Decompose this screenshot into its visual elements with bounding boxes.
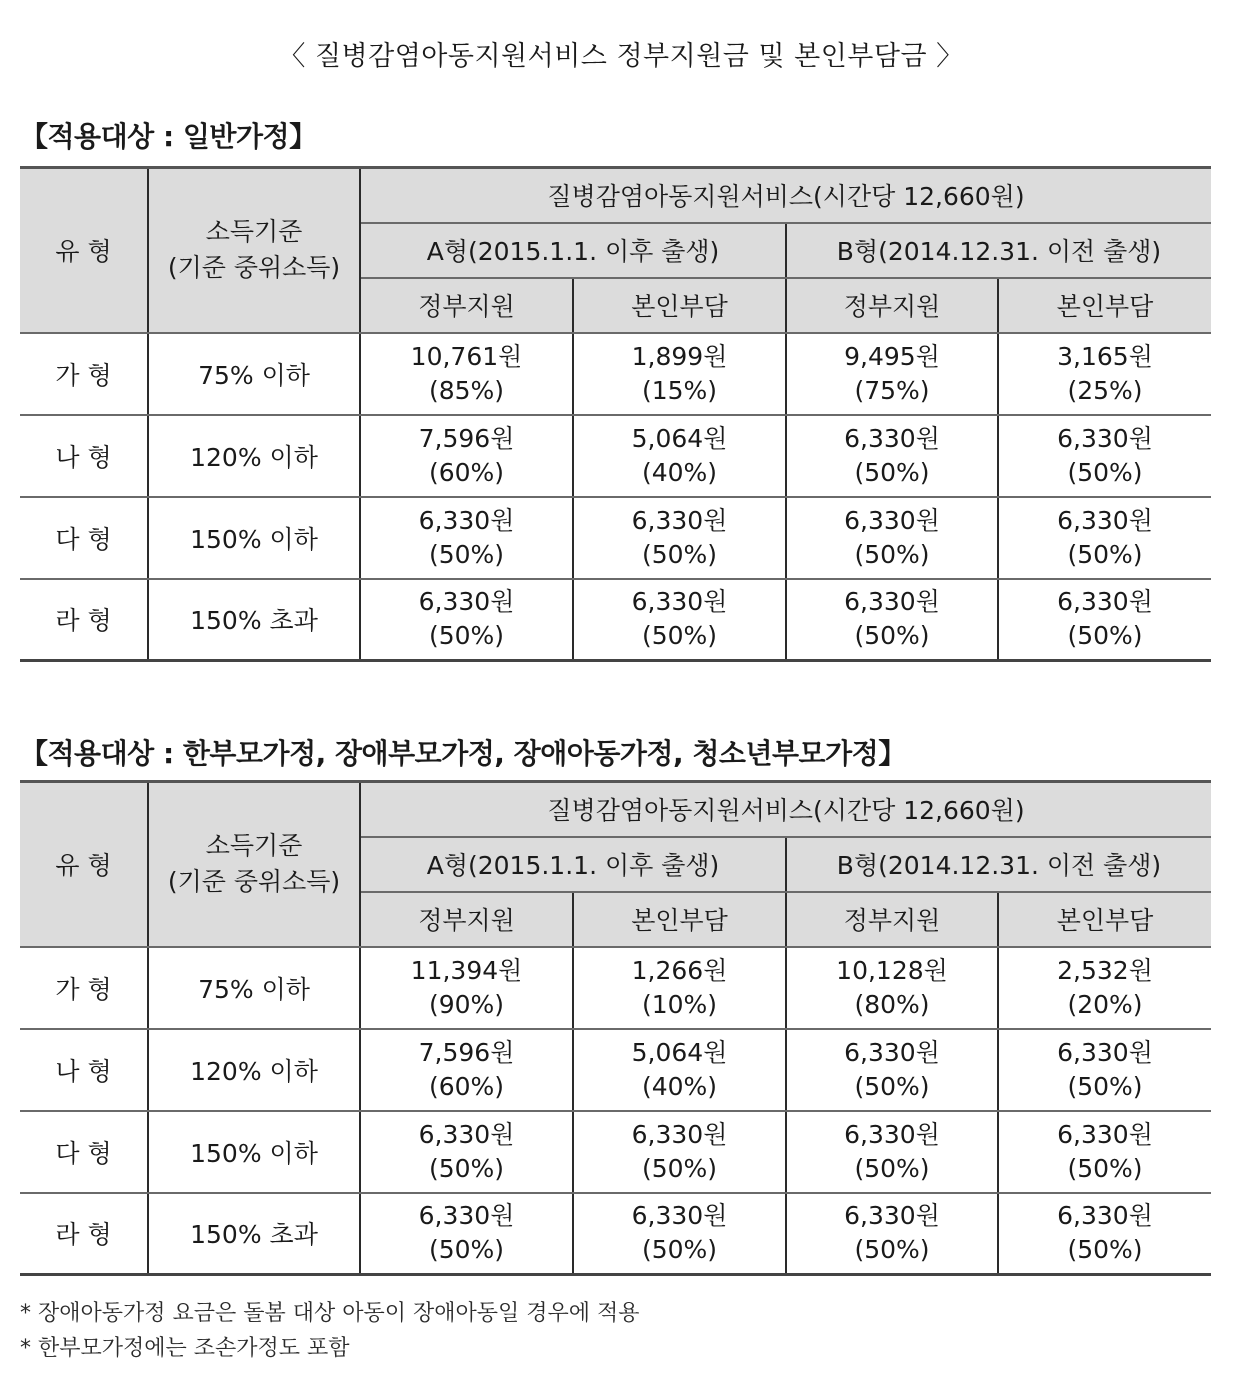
ratio-value: (50%) <box>1067 1153 1143 1183</box>
row-type: 라 형 <box>20 1193 148 1275</box>
header-type: 유 형 <box>20 782 148 947</box>
ratio-value: (25%) <box>1067 375 1143 405</box>
row-type: 가 형 <box>20 947 148 1029</box>
table-row <box>20 415 1211 497</box>
table-row <box>20 947 1211 1029</box>
section-heading-special: 【적용대상 : 한부모가정, 장애부모가정, 장애아동가정, 청소년부모가정】 <box>20 737 906 770</box>
ratio-value: (50%) <box>1067 1071 1143 1101</box>
government-support-cell <box>786 497 998 579</box>
self-payment-cell <box>573 415 786 497</box>
ratio-value: (50%) <box>854 1153 930 1183</box>
ratio-value: (90%) <box>428 989 505 1019</box>
header-self-payment: 본인부담 <box>573 892 786 947</box>
self-payment-cell <box>573 1029 786 1111</box>
row-type: 다 형 <box>20 1111 148 1193</box>
self-payment-cell <box>998 1111 1211 1193</box>
amount-value: 6,330원 <box>844 1201 940 1231</box>
ratio-value: (50%) <box>854 1071 930 1101</box>
header-government-support: 정부지원 <box>360 278 573 333</box>
row-type: 나 형 <box>20 415 148 497</box>
ratio-value: (10%) <box>641 989 718 1019</box>
self-payment-cell <box>573 579 786 661</box>
page-title: 〈 질병감염아동지원서비스 정부지원금 및 본인부담금 〉 <box>278 41 964 72</box>
ratio-value: (50%) <box>428 539 505 569</box>
government-support-cell <box>360 579 573 661</box>
self-payment-cell <box>998 333 1211 415</box>
amount-value: 6,330원 <box>418 1119 515 1149</box>
government-support-cell <box>360 1029 573 1111</box>
amount-value: 6,330원 <box>631 587 728 617</box>
amount-value: 6,330원 <box>844 587 940 617</box>
self-payment-cell <box>998 1029 1211 1111</box>
header-income-criteria: 소득기준 (기준 중위소득) <box>148 782 360 947</box>
section-heading-general: 【적용대상 : 일반가정】 <box>20 120 317 153</box>
amount-value: 6,330원 <box>1057 1119 1153 1149</box>
row-type: 다 형 <box>20 497 148 579</box>
self-payment-cell <box>573 947 786 1029</box>
government-support-cell <box>786 415 998 497</box>
footnote: * 한부모가정에는 조손가정도 포함 <box>20 1336 350 1361</box>
header-self-payment: 본인부담 <box>998 892 1211 947</box>
ratio-value: (50%) <box>428 1153 505 1183</box>
self-payment-cell <box>573 333 786 415</box>
ratio-value: (50%) <box>854 1235 930 1265</box>
government-support-cell <box>360 497 573 579</box>
table-row <box>20 1193 1211 1275</box>
amount-value: 6,330원 <box>844 423 940 453</box>
footnotes <box>20 1296 640 1366</box>
government-support-cell <box>360 1111 573 1193</box>
ratio-value: (20%) <box>1067 989 1143 1019</box>
amount-value: 5,064원 <box>631 423 728 453</box>
row-income-criteria: 150% 이하 <box>148 497 360 579</box>
amount-value: 11,394원 <box>410 955 523 985</box>
ratio-value: (60%) <box>428 1071 505 1101</box>
government-support-cell <box>786 579 998 661</box>
amount-value: 6,330원 <box>844 1037 940 1067</box>
ratio-value: (50%) <box>641 621 718 651</box>
self-payment-cell <box>573 1111 786 1193</box>
amount-value: 10,128원 <box>836 955 948 985</box>
ratio-value: (50%) <box>1067 621 1143 651</box>
ratio-value: (50%) <box>854 457 930 487</box>
table-row <box>20 579 1211 661</box>
self-payment-cell <box>998 1193 1211 1275</box>
row-income-criteria: 120% 이하 <box>148 1029 360 1111</box>
row-income-criteria: 120% 이하 <box>148 415 360 497</box>
amount-value: 7,596원 <box>418 423 515 453</box>
row-income-criteria: 150% 이하 <box>148 1111 360 1193</box>
amount-value: 6,330원 <box>631 1119 728 1149</box>
ratio-value: (50%) <box>428 1235 505 1265</box>
header-type: 유 형 <box>20 168 148 333</box>
self-payment-cell <box>998 579 1211 661</box>
header-service: 질병감염아동지원서비스(시간당 12,660원) <box>360 782 1211 837</box>
header-group-a: A형(2015.1.1. 이후 출생) <box>360 837 786 892</box>
amount-value: 5,064원 <box>631 1037 728 1067</box>
ratio-value: (50%) <box>641 1153 718 1183</box>
amount-value: 1,899원 <box>631 341 728 371</box>
amount-value: 6,330원 <box>1057 505 1153 535</box>
self-payment-cell <box>573 1193 786 1275</box>
amount-value: 10,761원 <box>410 341 523 371</box>
row-type: 가 형 <box>20 333 148 415</box>
amount-value: 6,330원 <box>844 505 940 535</box>
header-government-support: 정부지원 <box>786 892 998 947</box>
amount-value: 7,596원 <box>418 1037 515 1067</box>
header-self-payment: 본인부담 <box>998 278 1211 333</box>
row-type: 나 형 <box>20 1029 148 1111</box>
header-income-criteria: 소득기준 (기준 중위소득) <box>148 168 360 333</box>
ratio-value: (40%) <box>641 457 718 487</box>
header-self-payment: 본인부담 <box>573 278 786 333</box>
amount-value: 6,330원 <box>1057 587 1153 617</box>
government-support-cell <box>360 415 573 497</box>
ratio-value: (85%) <box>428 375 505 405</box>
ratio-value: (80%) <box>854 989 930 1019</box>
government-support-cell <box>786 947 998 1029</box>
header-group-b: B형(2014.12.31. 이전 출생) <box>786 223 1211 278</box>
government-support-cell <box>786 1193 998 1275</box>
header-government-support: 정부지원 <box>786 278 998 333</box>
header-group-a: A형(2015.1.1. 이후 출생) <box>360 223 786 278</box>
government-support-cell <box>786 1111 998 1193</box>
header-service: 질병감염아동지원서비스(시간당 12,660원) <box>360 168 1211 223</box>
header-group-b: B형(2014.12.31. 이전 출생) <box>786 837 1211 892</box>
table-row <box>20 1111 1211 1193</box>
ratio-value: (50%) <box>1067 457 1143 487</box>
ratio-value: (50%) <box>428 621 505 651</box>
row-income-criteria: 150% 초과 <box>148 1193 360 1275</box>
self-payment-cell <box>998 415 1211 497</box>
ratio-value: (15%) <box>641 375 718 405</box>
government-support-cell <box>360 947 573 1029</box>
ratio-value: (50%) <box>1067 1235 1143 1265</box>
ratio-value: (40%) <box>641 1071 718 1101</box>
amount-value: 6,330원 <box>631 1201 728 1231</box>
header-government-support: 정부지원 <box>360 892 573 947</box>
ratio-value: (50%) <box>1067 539 1143 569</box>
government-support-cell <box>360 333 573 415</box>
amount-value: 6,330원 <box>418 505 515 535</box>
amount-value: 6,330원 <box>1057 1201 1153 1231</box>
table-row <box>20 497 1211 579</box>
footnote: * 장애아동가정 요금은 돌봄 대상 아동이 장애아동일 경우에 적용 <box>20 1301 640 1326</box>
amount-value: 6,330원 <box>1057 1037 1153 1067</box>
government-support-cell <box>786 1029 998 1111</box>
fee-table-general <box>20 166 1211 662</box>
ratio-value: (60%) <box>428 457 505 487</box>
fee-table-special <box>20 780 1211 1276</box>
ratio-value: (50%) <box>854 539 930 569</box>
amount-value: 6,330원 <box>418 1201 515 1231</box>
amount-value: 9,495원 <box>844 341 940 371</box>
government-support-cell <box>360 1193 573 1275</box>
amount-value: 2,532원 <box>1057 955 1153 985</box>
amount-value: 3,165원 <box>1057 341 1153 371</box>
amount-value: 6,330원 <box>418 587 515 617</box>
amount-value: 6,330원 <box>844 1119 940 1149</box>
amount-value: 1,266원 <box>631 955 728 985</box>
self-payment-cell <box>998 497 1211 579</box>
ratio-value: (50%) <box>641 539 718 569</box>
ratio-value: (50%) <box>854 621 930 651</box>
self-payment-cell <box>998 947 1211 1029</box>
row-income-criteria: 75% 이하 <box>148 333 360 415</box>
amount-value: 6,330원 <box>1057 423 1153 453</box>
table-row <box>20 333 1211 415</box>
ratio-value: (50%) <box>641 1235 718 1265</box>
government-support-cell <box>786 333 998 415</box>
row-type: 라 형 <box>20 579 148 661</box>
row-income-criteria: 75% 이하 <box>148 947 360 1029</box>
row-income-criteria: 150% 초과 <box>148 579 360 661</box>
self-payment-cell <box>573 497 786 579</box>
ratio-value: (75%) <box>854 375 930 405</box>
table-row <box>20 1029 1211 1111</box>
amount-value: 6,330원 <box>631 505 728 535</box>
